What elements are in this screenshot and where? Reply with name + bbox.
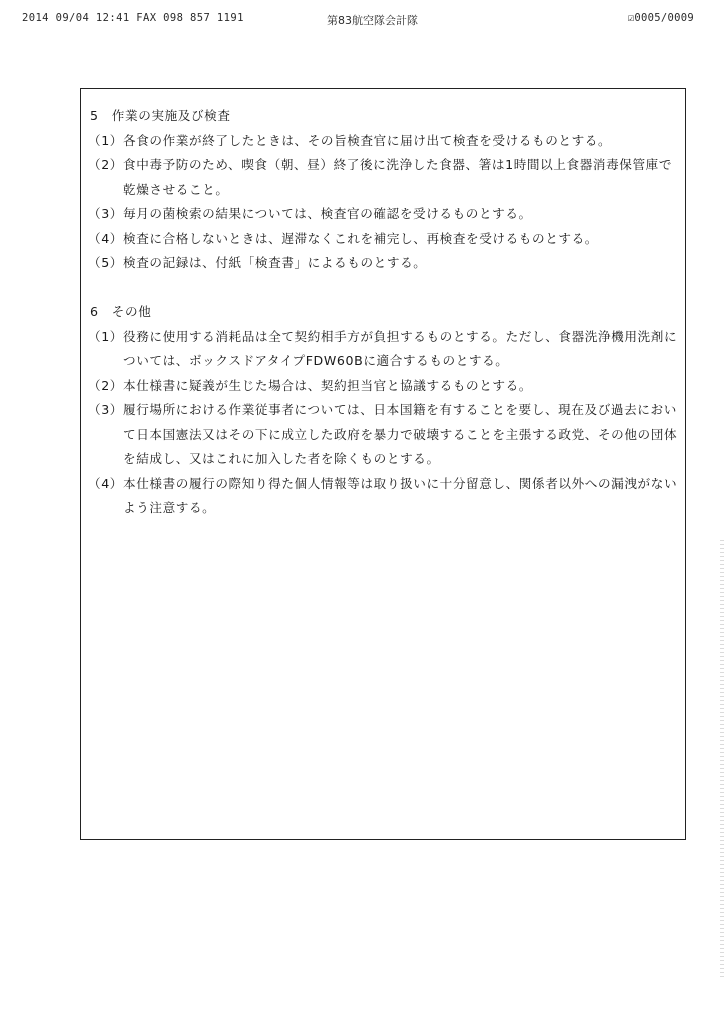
section-spacer: [88, 276, 684, 301]
item-text: 履行場所における作業従事者については、日本国籍を有することを要し、現在及び過去において日本国憲法又はその下に成立した政府を暴力で破壊することを主張する政党、その他の団体を結成し、又はこれに加入した者を除くものとする。: [123, 402, 678, 466]
fax-transmission-info: 2014 09/04 12:41 FAX 098 857 1191: [22, 12, 244, 24]
list-item: [88, 202, 684, 227]
item-number: （2）: [88, 157, 123, 172]
item-number: （1）: [88, 328, 123, 344]
fax-header: [0, 12, 724, 30]
list-item: [88, 251, 684, 276]
document-body: [88, 104, 684, 521]
item-text: 検査の記録は、付紙「検査書」によるものとする。: [123, 255, 427, 270]
item-text: 検査に合格しないときは、遅滞なくこれを補完し、再検査を受けるものとする。: [123, 230, 598, 246]
item-number: （4）: [88, 230, 123, 246]
list-item: [88, 325, 684, 374]
item-number: （5）: [88, 255, 123, 270]
section-inspection: [88, 104, 684, 276]
item-number: （3）: [88, 206, 123, 221]
item-text: 毎月の菌検索の結果については、検査官の確認を受けるものとする。: [123, 206, 532, 221]
item-text: 食中毒予防のため、喫食（朝、昼）終了後に洗浄した食器、箸は1時間以上食器消毒保管庫で乾燥させること。: [123, 157, 673, 197]
item-text: 本仕様書に疑義が生じた場合は、契約担当官と協議するものとする。: [123, 377, 533, 393]
item-number: （4）: [88, 475, 123, 491]
scan-edge-artifact: [720, 540, 724, 980]
item-number: （2）: [88, 377, 123, 393]
list-item: [88, 227, 684, 252]
section-title: 6 その他: [90, 304, 152, 319]
list-item: [88, 153, 684, 202]
item-text: 各食の作業が終了したときは、その旨検査官に届け出て検査を受けるものとする。: [123, 132, 612, 148]
item-number: （1）: [88, 132, 123, 148]
section-other: [88, 300, 684, 521]
list-item: [88, 374, 684, 399]
list-item: [88, 129, 684, 154]
item-number: （3）: [88, 402, 123, 417]
fax-page-counter: ☑0005/0009: [627, 12, 694, 24]
list-item: [88, 472, 684, 521]
item-text: 本仕様書の履行の際知り得た個人情報等は取り扱いに十分留意し、関係者以外への漏洩がないよう注意する。: [123, 475, 678, 515]
section-title: 5 作業の実施及び検査: [90, 108, 231, 123]
item-text: 役務に使用する消耗品は全て契約相手方が負担するものとする。ただし、食器洗浄機用洗剤については、ボックスドアタイプFDW60Bに適合するものとする。: [123, 328, 678, 368]
list-item: [88, 398, 684, 472]
fax-sender-name: 第83航空隊会計隊: [327, 14, 418, 27]
